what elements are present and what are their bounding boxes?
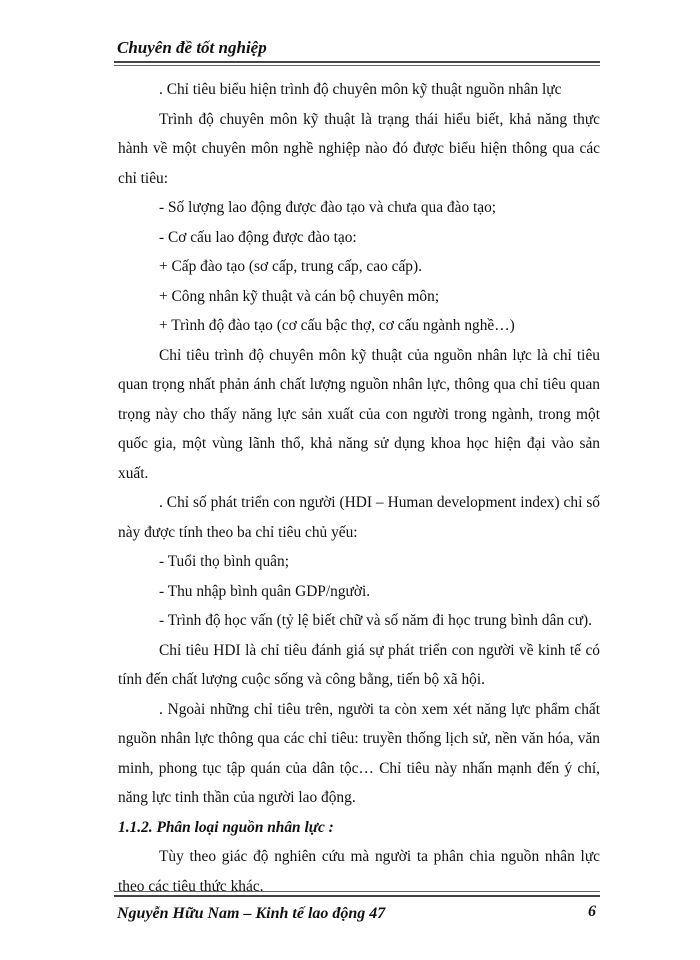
paragraph: . Chỉ số phát triển con người (HDI – Human development index) chỉ số này được tính theo ba chỉ tiêu chủ yếu: [118, 494, 600, 541]
paragraph: Trình độ chuyên môn kỹ thuật là trạng thái hiểu biết, khả năng thực hành về một chuyên môn nghề nghiệp nào đó được biểu hiện thông qua các chỉ tiêu: [118, 110, 600, 187]
list-item: - Cơ cấu lao động được đào tạo: [159, 228, 357, 246]
page-number: 6 [588, 903, 596, 920]
list-item: - Trình độ học vấn (tỷ lệ biết chữ và số năm đi học trung bình dân cư). [159, 612, 593, 629]
paragraph: . Chỉ tiêu biểu hiện trình độ chuyên môn kỹ thuật nguồn nhân lực [159, 81, 562, 98]
paragraph: Chỉ tiêu HDI là chỉ tiêu đánh giá sự phát triển con người về kinh tế có tính đến chất lượng cuộc sống và công bằng, tiến bộ xã hội. [118, 641, 600, 688]
header-rule-thin [114, 65, 600, 66]
section-heading: 1.1.2. Phân loại nguồn nhân lực : [118, 818, 334, 836]
footer-rule-thin [114, 891, 600, 892]
list-item: + Công nhân kỹ thuật và cán bộ chuyên môn; [159, 287, 440, 305]
list-item: + Cấp đào tạo (sơ cấp, trung cấp, cao cấp). [159, 258, 422, 275]
body-text [118, 75, 600, 901]
list-item: - Tuổi thọ bình quân; [159, 553, 289, 570]
list-item: + Trình độ đào tạo (cơ cấu bậc thợ, cơ cấu ngành nghề…) [159, 317, 515, 334]
list-item: - Thu nhập bình quân GDP/người. [159, 582, 371, 600]
paragraph: Tùy theo giác độ nghiên cứu mà người ta phân chia nguồn nhân lực theo các tiêu thức khác. [118, 848, 600, 895]
header-rule [114, 61, 600, 63]
footer-rule [114, 895, 600, 897]
paragraph: . Ngoài những chỉ tiêu trên, người ta còn xem xét năng lực phẩm chất nguồn nhân lực thông qua các chỉ tiêu: truyền thống lịch sử, nền văn hóa, văn minh, phong tục tập quán của dân tộc… Chỉ tiêu này nhấn mạnh đến ý chí, năng lực tinh thần của người lao động. [118, 700, 600, 806]
header-title: Chuyên đề tốt nghiệp [117, 38, 267, 57]
list-item: - Số lượng lao động được đào tạo và chưa qua đào tạo; [159, 199, 497, 216]
paragraph: Chỉ tiêu trình độ chuyên môn kỹ thuật của nguồn nhân lực là chỉ tiêu quan trọng nhất phản ánh chất lượng nguồn nhân lực, thông qua chỉ tiêu quan trọng này cho thấy năng lực sản xuất của con người trong ngành, trong một quốc gia, một vùng lãnh thổ, khả năng sử dụng khoa học hiện đại vào sản xuất. [118, 346, 600, 482]
footer-author: Nguyễn Hữu Nam – Kinh tế lao động 47 [117, 905, 386, 922]
